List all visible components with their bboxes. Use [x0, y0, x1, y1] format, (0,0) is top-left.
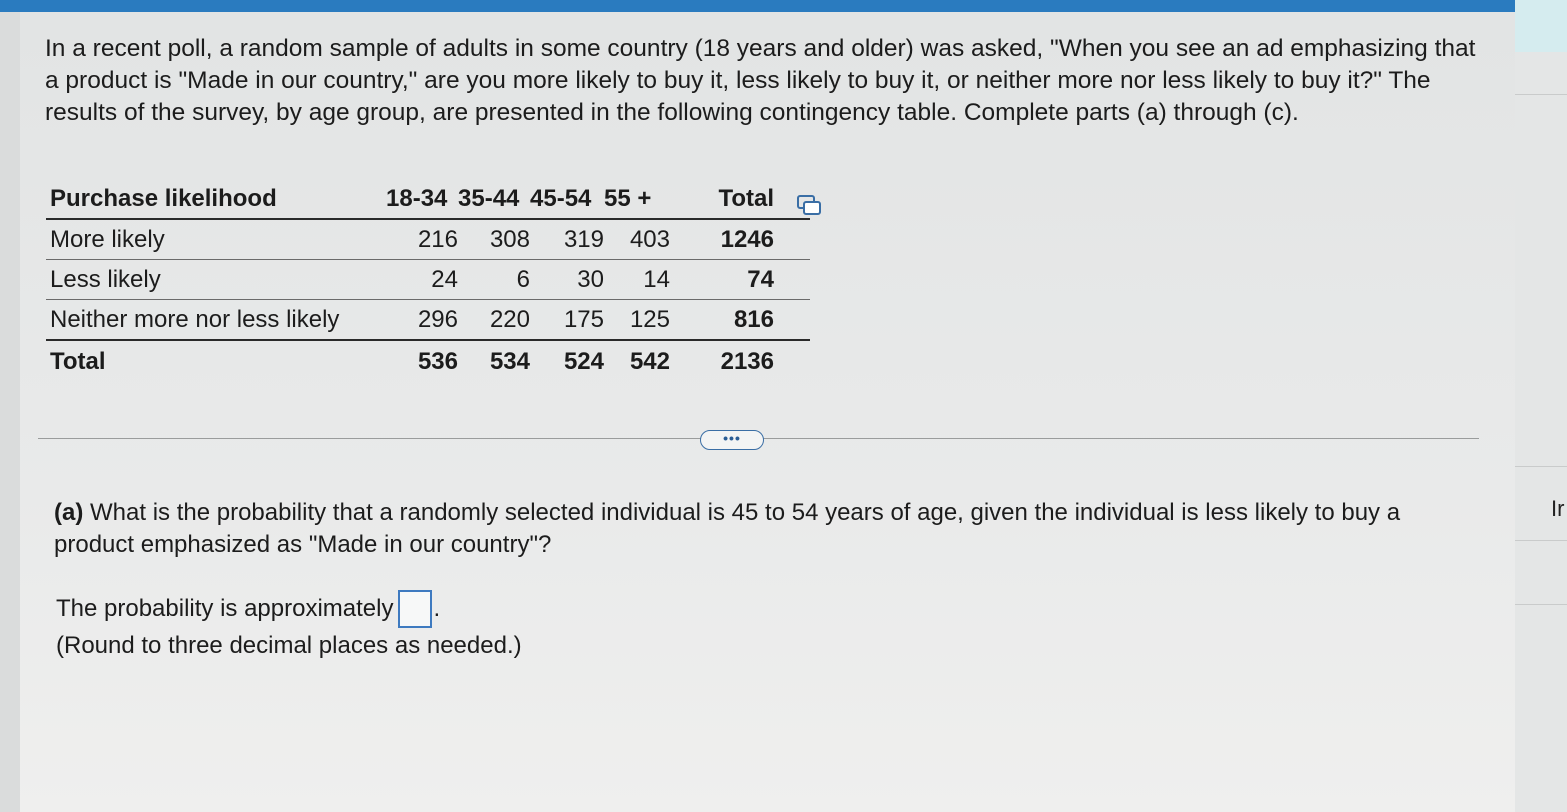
probability-answer-input[interactable] — [398, 590, 432, 628]
row-total: 74 — [670, 260, 810, 300]
answer-line — [56, 590, 440, 628]
copy-table-icon-graphic — [796, 194, 822, 216]
expand-ellipsis-button[interactable] — [700, 430, 764, 450]
header-purchase-likelihood: Purchase likelihood — [46, 180, 386, 219]
right-panel-divider — [1515, 94, 1567, 95]
table-cell: 216 — [386, 219, 458, 260]
row-total: 816 — [670, 300, 810, 341]
row-label: Neither more nor less likely — [46, 300, 386, 341]
table-cell: 24 — [386, 260, 458, 300]
table-total-row — [46, 340, 810, 383]
table-cell: 308 — [458, 219, 530, 260]
row-label: Less likely — [46, 260, 386, 300]
table-cell: 125 — [604, 300, 670, 341]
top-accent-bar — [0, 0, 1515, 12]
column-total: 524 — [563, 348, 604, 375]
total-row-label: Total — [50, 348, 106, 375]
table-cell: 175 — [530, 300, 604, 341]
problem-statement: In a recent poll, a random sample of adults in some country (18 years and older) was asked, "When you see an ad emphasizing that a product is "Made in our country," are you more likely to buy it, less likely to buy it, or neither more nor less likely to buy it?" The results of the survey, by age group, are presented in the following contingency table. Complete parts (a) through (c). — [45, 35, 1476, 126]
question-pane — [20, 12, 1515, 812]
header-total: Total — [670, 180, 810, 219]
table-cell: 319 — [530, 219, 604, 260]
table-header-row — [46, 180, 810, 219]
right-panel-divider — [1515, 604, 1567, 605]
header-age-55-plus: 55 + — [604, 180, 670, 219]
table-cell: 296 — [386, 300, 458, 341]
table-cell: 6 — [458, 260, 530, 300]
column-total: 542 — [629, 348, 670, 375]
right-panel-label: Ir — [1551, 496, 1565, 521]
table-cell: 30 — [530, 260, 604, 300]
header-age-35-44: 35-44 — [458, 180, 530, 219]
answer-suffix: . — [433, 595, 441, 622]
left-edge — [0, 12, 21, 812]
answer-prefix: The probability is approximately — [56, 595, 394, 622]
right-panel-divider — [1515, 466, 1567, 467]
table-cell: 14 — [604, 260, 670, 300]
grand-total: 2136 — [720, 348, 774, 375]
table-row — [46, 300, 810, 341]
column-total: 536 — [417, 348, 458, 375]
right-panel-edge — [1515, 0, 1567, 812]
copy-table-icon[interactable] — [796, 194, 822, 216]
table-row — [46, 260, 810, 300]
question-part-label: (a) — [54, 499, 84, 526]
right-panel-tab[interactable] — [1515, 0, 1567, 52]
ellipsis-icon: ••• — [723, 430, 741, 446]
rounding-hint: (Round to three decimal places as needed.) — [56, 632, 522, 659]
right-panel-divider — [1515, 540, 1567, 541]
row-total: 1246 — [670, 219, 810, 260]
header-age-45-54: 45-54 — [530, 180, 604, 219]
question-text: What is the probability that a randomly selected individual is 45 to 54 years of age, given the individual is less likely to buy a product emphasized as "Made in our country"? — [54, 499, 1401, 558]
table-row — [46, 219, 810, 260]
contingency-table — [46, 180, 810, 383]
column-total: 534 — [489, 348, 530, 375]
row-label: More likely — [46, 219, 386, 260]
table-cell: 220 — [458, 300, 530, 341]
table-cell: 403 — [604, 219, 670, 260]
question-part-a — [54, 497, 1474, 561]
header-age-18-34: 18-34 — [386, 180, 458, 219]
